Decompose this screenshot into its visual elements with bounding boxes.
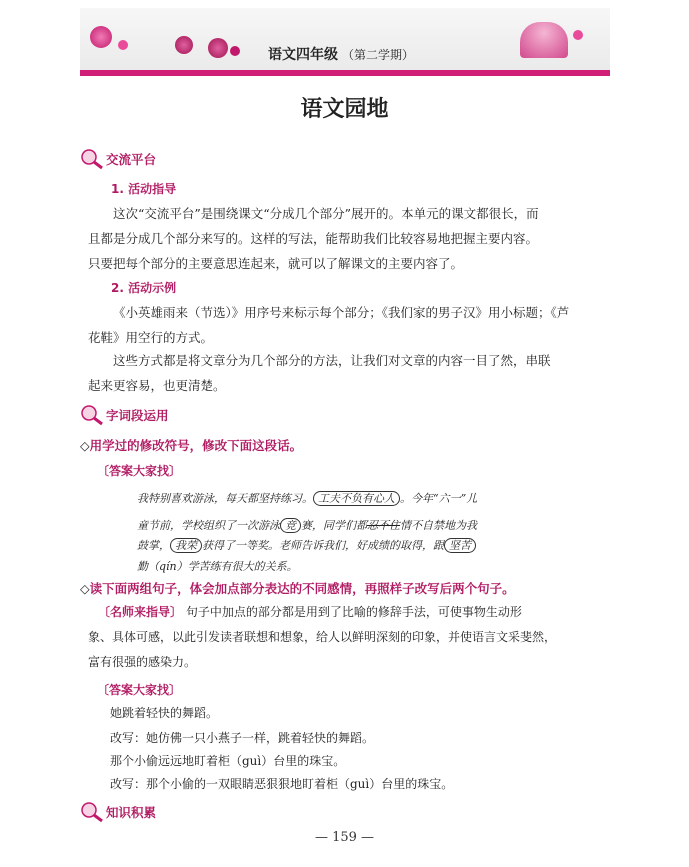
hand-text: 坚 <box>449 539 460 552</box>
berry-decoration-icon <box>208 38 228 58</box>
text-line: 且都是分成几个部分来写的。这样的写法，能帮助我们比较容易地把握主要内容。 <box>88 231 539 246</box>
question-text: 用学过的修改符号，修改下面这段话。 <box>89 438 303 453</box>
text-line: 只要把每个部分的主要意思连起来，就可以了解课文的主要内容了。 <box>88 256 464 271</box>
paragraph <box>88 201 608 276</box>
text-line: 句子中加点的部分都是用到了比喻的修辞手法，可使事物生动形 <box>185 605 522 619</box>
subheading: 2. 活动示例 <box>111 281 177 295</box>
diamond-bullet-icon: ◇ <box>80 581 90 596</box>
house-decoration-icon <box>520 22 568 58</box>
diamond-bullet-icon: ◇ <box>80 438 90 453</box>
hand-text: 我特别喜欢游泳，每天都坚持练习。 <box>137 492 313 505</box>
paragraph <box>88 348 608 398</box>
answer-line: 她跳着轻快的舞蹈。 <box>110 706 219 720</box>
hand-correction <box>444 538 476 553</box>
text-line: 富有很强的感染力。 <box>88 655 197 669</box>
text-line: 花鞋》用空行的方式。 <box>88 330 214 345</box>
page-title: 语文园地 <box>300 97 389 122</box>
section-label: 交流平台 <box>106 152 157 167</box>
answer-tag: 〔答案大家找〕 <box>97 464 182 478</box>
handwritten-line <box>137 517 477 533</box>
hand-text: 赛，同学们都 <box>301 519 367 532</box>
flower-decoration-icon <box>118 40 128 50</box>
hand-correction: 竞 <box>280 518 301 533</box>
hand-text: 鼓掌， <box>137 539 170 552</box>
answer-tag: 〔答案大家找〕 <box>97 683 182 697</box>
magnifier-icon <box>80 801 104 823</box>
exercise-question <box>80 579 515 597</box>
text-line: 象、具体可感，以此引发读者联想和想象，给人以鲜明深刻的印象，并使语言文采斐然， <box>88 630 557 644</box>
question-text: 读下面两组句子，体会加点部分表达的不同感情，再照样子改写后两个句子。 <box>89 581 515 596</box>
heart-decoration-icon <box>573 30 583 40</box>
flower-decoration-icon <box>90 26 112 48</box>
hand-swap <box>170 538 202 553</box>
book-title: 语文四年级 <box>268 47 338 63</box>
hand-insert: 工夫不负有心人 <box>313 491 400 506</box>
magnifier-icon <box>80 148 104 170</box>
answer-line: 改写：那个小偷的一双眼睛恶狠狠地盯着柜（guì）台里的珠宝。 <box>110 777 454 791</box>
text-line: 《小英雄雨来（节选）》用序号来标示每个部分；《我们家的男子汉》用小标题；《芦 <box>113 305 570 320</box>
answer-line: 那个小偷远远地盯着柜（guì）台里的珠宝。 <box>110 754 346 768</box>
hand-text: 童节前，学校组织了一次游泳 <box>137 519 280 532</box>
text-line: 起来更容易，也更清楚。 <box>88 378 226 393</box>
hand-text: 荣 <box>186 539 197 552</box>
header-rule <box>80 70 610 76</box>
header-title <box>268 44 414 64</box>
paragraph <box>88 300 608 350</box>
berry-decoration-icon <box>230 46 240 56</box>
page-number: — 159 — <box>314 830 375 845</box>
book-subtitle: （第二学期） <box>342 48 415 62</box>
exercise-question <box>80 436 302 454</box>
berry-decoration-icon <box>175 36 193 54</box>
text-line: 这些方式都是将文章分为几个部分的方法，让我们对文章的内容一目了然，串联 <box>113 353 551 368</box>
answer-line: 改写：她仿佛一只小燕子一样，跳着轻快的舞蹈。 <box>110 731 375 745</box>
hand-text: 我 <box>175 539 186 552</box>
subheading: 1. 活动指导 <box>111 182 177 196</box>
hand-text: 苦 <box>460 539 471 552</box>
section-label: 知识积累 <box>106 805 157 820</box>
hand-text: 情不自禁地为我 <box>400 519 477 532</box>
teacher-tag: 〔名师来指导〕 <box>98 605 183 619</box>
hand-text: 获得了一等奖。老师告诉我们，好成绩的取得，跟 <box>202 539 444 552</box>
teacher-guidance <box>88 600 608 675</box>
handwritten-line <box>137 490 477 506</box>
handwritten-line: 勤（qín）学苦练有很大的关系。 <box>137 560 298 573</box>
section-label: 字词段运用 <box>106 408 169 423</box>
magnifier-icon <box>80 404 104 426</box>
hand-deletion: 忍不住 <box>367 519 400 532</box>
handwritten-line <box>137 537 476 553</box>
hand-text: 。今年“六一”儿 <box>400 492 478 505</box>
text-line: 这次“交流平台”是围绕课文“分成几个部分”展开的。本单元的课文都很长，而 <box>113 206 539 221</box>
